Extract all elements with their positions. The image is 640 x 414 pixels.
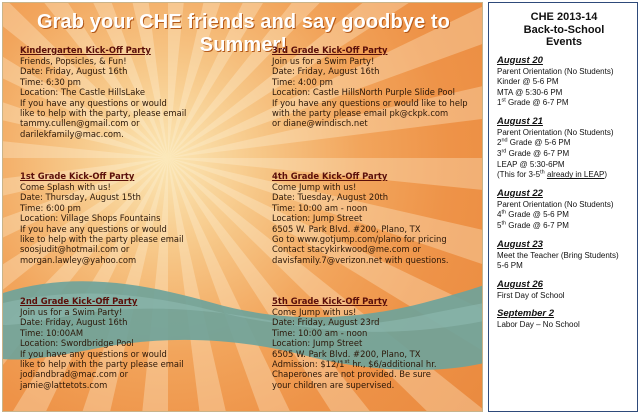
party-line: Location: Jump Street bbox=[272, 213, 363, 224]
fifth-grade-party-block bbox=[272, 296, 437, 390]
events-title-line: CHE 2013-14 bbox=[530, 11, 598, 23]
party-line: Chaperones are not provided. Be sure bbox=[272, 369, 431, 380]
event-line: 1st Grade @ 6-7 PM bbox=[497, 97, 569, 108]
event-date: August 22 bbox=[497, 187, 543, 199]
third-grade-party-block bbox=[272, 45, 468, 129]
event-date: September 2 bbox=[497, 308, 555, 320]
party-line: Go to www.gotjump.com/plano for pricing bbox=[272, 233, 447, 244]
party-line: like to help with the party please email bbox=[20, 233, 184, 244]
summer-flyer bbox=[2, 2, 483, 412]
party-line: 6505 W. Park Blvd. #200, Plano, TX bbox=[272, 223, 421, 234]
event-line: 3rd Grade @ 6-7 PM bbox=[497, 148, 570, 159]
party-line: Date: Friday, August 23rd bbox=[272, 317, 380, 328]
event-line: Meet the Teacher (Bring Students) bbox=[497, 250, 619, 260]
party-line: Time: 10:00 am - noon bbox=[272, 202, 368, 213]
event-august-20 bbox=[497, 55, 631, 109]
party-line: with the party please email pk@ckpk.com bbox=[272, 107, 449, 118]
party-email: jamie@lattetots.com bbox=[20, 379, 108, 390]
party-email: or diane@windisch.net bbox=[272, 118, 368, 129]
event-line: 5th Grade @ 6-7 PM bbox=[497, 220, 569, 231]
kindergarten-party-block bbox=[20, 45, 186, 139]
event-line: MTA @ 5:30-6 PM bbox=[497, 87, 563, 97]
event-date: August 21 bbox=[497, 115, 543, 127]
party-line: Come Jump with us! bbox=[272, 306, 357, 317]
party-line: Come Splash with us! bbox=[20, 181, 111, 192]
event-august-23 bbox=[497, 239, 631, 272]
party-line: davisfamily.7@verizon.net with questions. bbox=[272, 254, 449, 265]
party-line: Date: Friday, August 16th bbox=[20, 66, 128, 77]
party-line: Time: 10:00AM bbox=[20, 327, 84, 338]
party-email: darilekfamily@mac.com. bbox=[20, 128, 124, 139]
event-line: 2nd Grade @ 5-6 PM bbox=[497, 137, 571, 148]
event-line: 4th Grade @ 5-6 PM bbox=[497, 209, 569, 220]
party-line: Time: 6:00 pm bbox=[20, 202, 81, 213]
back-to-school-events-panel bbox=[488, 2, 638, 412]
party-heading: 1st Grade Kick-Off Party bbox=[20, 171, 135, 181]
event-august-22 bbox=[497, 188, 631, 232]
flyer-title: Grab your CHE friends and say goodbye to Summer! bbox=[37, 11, 450, 56]
event-date: August 20 bbox=[497, 54, 543, 66]
event-date: August 26 bbox=[497, 278, 543, 290]
event-line: Parent Orientation (No Students) bbox=[497, 127, 614, 137]
first-grade-party-block bbox=[20, 171, 184, 265]
party-line: If you have any questions or would bbox=[20, 97, 167, 108]
events-title-line: Back-to-School bbox=[523, 23, 605, 36]
party-line: Time: 6:30 pm bbox=[20, 76, 81, 87]
party-heading: 2nd Grade Kick-Off Party bbox=[20, 296, 138, 306]
event-line: First Day of School bbox=[497, 290, 565, 300]
event-line: (This for 3-5th already in LEAP) bbox=[497, 169, 607, 180]
party-line: like to help with the party please email bbox=[20, 358, 184, 369]
party-email: morgan.lawley@yahoo.com bbox=[20, 254, 137, 265]
party-line: Location: Swordbridge Pool bbox=[20, 338, 134, 349]
party-line: Time: 4:00 pm bbox=[272, 76, 333, 87]
party-line: Join us for a Swim Party! bbox=[20, 306, 123, 317]
party-email: soosjudit@hotmail.com or bbox=[20, 244, 130, 255]
events-title bbox=[497, 11, 631, 49]
party-line: If you have any questions or would bbox=[20, 348, 167, 359]
event-august-26 bbox=[497, 279, 631, 302]
event-line: Parent Orientation (No Students) bbox=[497, 66, 614, 76]
event-september-2 bbox=[497, 308, 631, 331]
event-line: Parent Orientation (No Students) bbox=[497, 199, 614, 209]
party-line: Friends, Popsicles, & Fun! bbox=[20, 55, 127, 66]
event-line: 5-6 PM bbox=[497, 261, 523, 271]
party-line: 6505 W. Park Blvd. #200, Plano, TX bbox=[272, 348, 421, 359]
party-line: Join us for a Swim Party! bbox=[272, 55, 375, 66]
event-august-21 bbox=[497, 116, 631, 181]
fourth-grade-party-block bbox=[272, 171, 449, 265]
party-email: jodiandbrad@mac.com or bbox=[20, 369, 129, 380]
party-line: Come Jump with us! bbox=[272, 181, 357, 192]
party-line: Date: Tuesday, August 20th bbox=[272, 192, 389, 203]
party-email: tammy.cullen@gmail.com or bbox=[20, 118, 140, 129]
party-line: Admission: $12/1st hr., $6/additional hr. bbox=[272, 358, 437, 369]
party-heading: 4th Grade Kick-Off Party bbox=[272, 171, 388, 181]
party-line: Location: Castle HillsNorth Purple Slide Pool bbox=[272, 87, 455, 98]
second-grade-party-block bbox=[20, 296, 184, 390]
event-date: August 23 bbox=[497, 238, 543, 250]
party-heading: 5th Grade Kick-Off Party bbox=[272, 296, 388, 306]
party-line: like to help with the party, please email bbox=[20, 107, 187, 118]
party-line: Time: 10:00 am - noon bbox=[272, 327, 368, 338]
party-line: Date: Thursday, August 15th bbox=[20, 192, 141, 203]
party-heading: 3rd Grade Kick-Off Party bbox=[272, 45, 388, 55]
party-line: Location: The Castle HillsLake bbox=[20, 87, 146, 98]
event-line: Labor Day – No School bbox=[497, 320, 580, 330]
event-line: Kinder @ 5-6 PM bbox=[497, 77, 559, 87]
event-line: LEAP @ 5:30-6PM bbox=[497, 159, 565, 169]
party-line: Location: Jump Street bbox=[272, 338, 363, 349]
party-line: Date: Friday, August 16th bbox=[272, 66, 380, 77]
party-heading: Kindergarten Kick-Off Party bbox=[20, 45, 151, 55]
party-line: Location: Village Shops Fountains bbox=[20, 213, 161, 224]
events-title-line: Events bbox=[545, 36, 583, 48]
party-line: Contact stacykirkwood@me.com or bbox=[272, 244, 421, 255]
party-line: your children are supervised. bbox=[272, 379, 395, 390]
party-line: Date: Friday, August 16th bbox=[20, 317, 128, 328]
party-line: If you have any questions or would like to help bbox=[272, 97, 468, 108]
party-line: If you have any questions or would bbox=[20, 223, 167, 234]
